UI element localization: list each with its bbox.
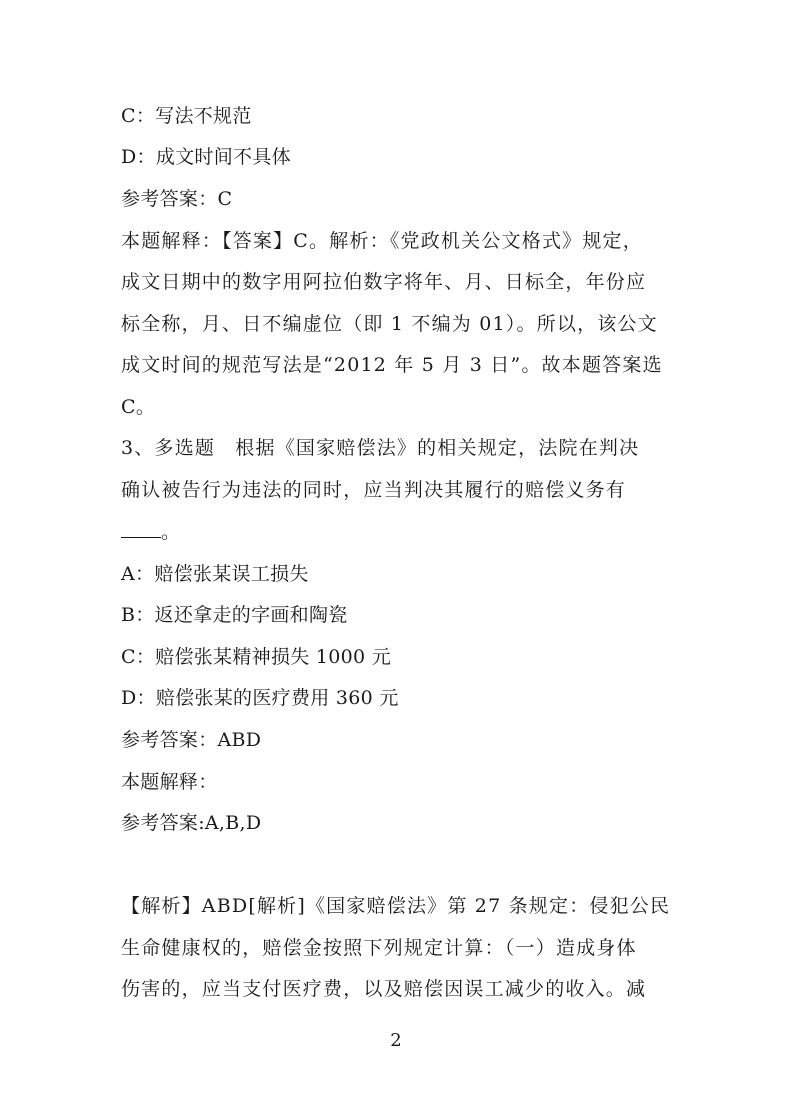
option-d-line: D：赔偿张某的医疗费用 360 元 xyxy=(121,687,399,709)
explanation-line: 成文日期中的数字用阿拉伯数字将年、月、日标全，年份应 xyxy=(121,271,647,293)
option-c-line: C：赔偿张某精神损失 1000 元 xyxy=(121,646,392,668)
explanation-line: 成文时间的规范写法是“2012 年 5 月 3 日”。故本题答案选 xyxy=(121,354,663,376)
page-number: 2 xyxy=(390,1030,402,1051)
analysis-line: 【解析】ABD[解析]《国家赔偿法》第 27 条规定：侵犯公民 xyxy=(121,895,671,917)
answer-line: 参考答案:A,B,D xyxy=(121,812,262,834)
option-c-line: C：写法不规范 xyxy=(121,105,252,127)
option-d-line: D：成文时间不具体 xyxy=(121,146,291,168)
answer-line: 参考答案：C xyxy=(121,188,233,210)
analysis-line: 伤害的，应当支付医疗费，以及赔偿因误工减少的收入。减 xyxy=(121,978,647,1000)
analysis-line: 生命健康权的，赔偿金按照下列规定计算：（一）造成身体 xyxy=(121,937,637,959)
explanation-line: C。 xyxy=(121,396,156,418)
explanation-heading: 本题解释： xyxy=(121,771,218,793)
question-line: 3、多选题 根据《国家赔偿法》的相关规定，法院在判决 xyxy=(121,437,640,459)
explanation-line: 本题解释：【答案】C。解析：《党政机关公文格式》规定， xyxy=(121,230,643,252)
blank-period: 。 xyxy=(161,521,181,543)
explanation-line: 标全称，月、日不编虚位（即 1 不编为 01）。所以，该公文 xyxy=(121,313,658,335)
option-a-line: A：赔偿张某误工损失 xyxy=(121,563,309,585)
question-line: 确认被告行为违法的同时，应当判决其履行的赔偿义务有 xyxy=(121,479,627,501)
option-b-line: B：返还拿走的字画和陶瓷 xyxy=(121,604,348,626)
answer-blank xyxy=(121,523,161,538)
answer-blank-line xyxy=(121,520,681,544)
answer-line: 参考答案：ABD xyxy=(121,729,262,751)
